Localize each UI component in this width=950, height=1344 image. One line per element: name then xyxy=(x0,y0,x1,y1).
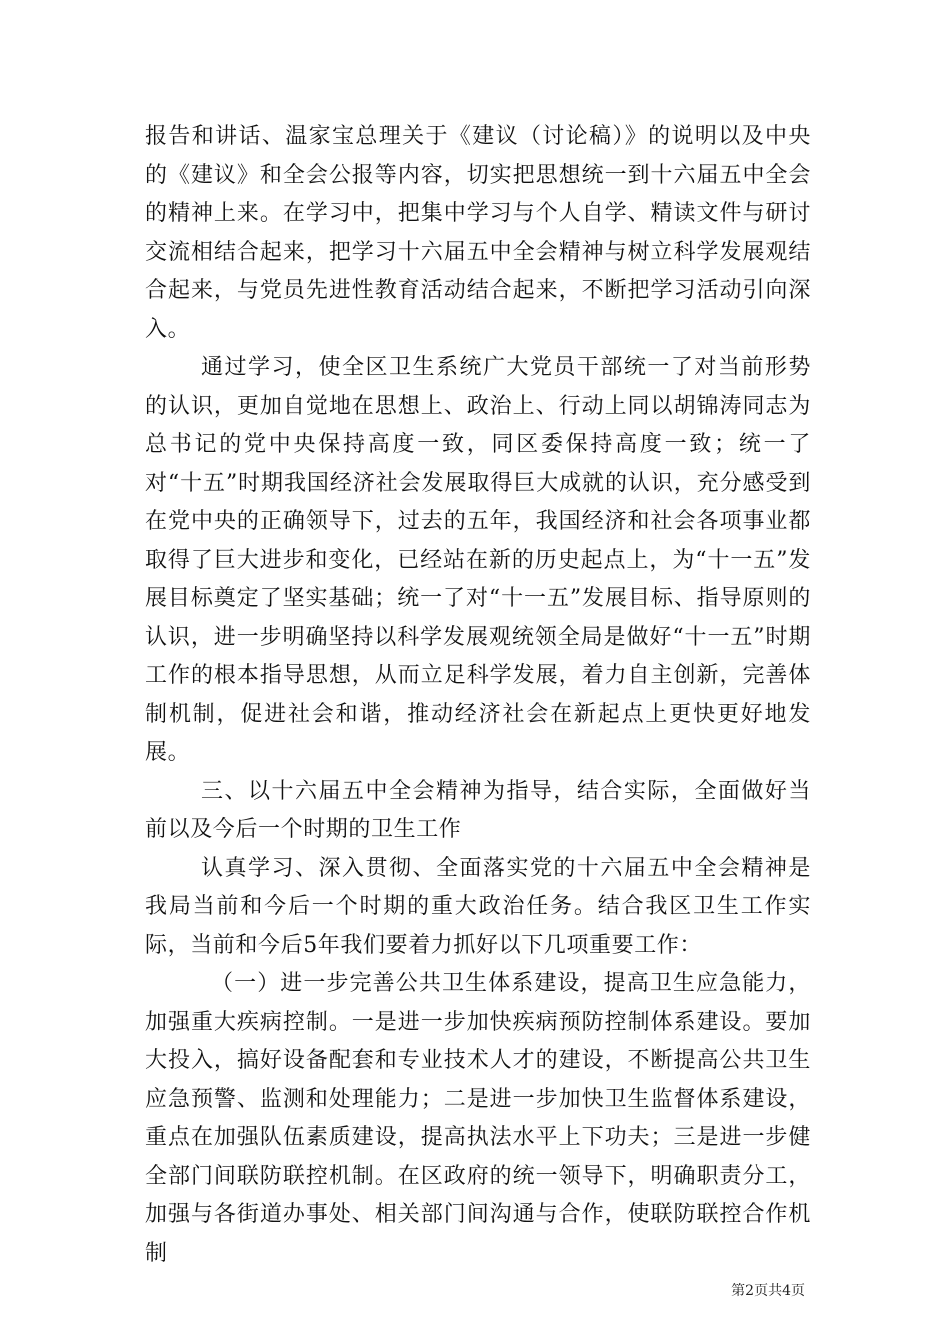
paragraph-continued: 报告和讲话、温家宝总理关于《建议（讨论稿）》的说明以及中央的《建议》和全会公报等内容，切实把思想统一到十六届五中全会的精神上来。在学习中，把集中学习与个人自学、精读文件与研讨交流相结合起来，把学习十六届五中全会精神与树立科学发展观结合起来，与党员先进性教育活动结合起来，不断把学习活动引向深入。 xyxy=(145,124,811,342)
paragraph-item-one: （一）进一步完善公共卫生体系建设，提高卫生应急能力，加强重大疾病控制。一是进一步加快疾病预防控制体系建设。要加大投入，搞好设备配套和专业技术人才的建设，不断提高公共卫生应急预警、监测和处理能力；二是进一步加快卫生监督体系建设，重点在加强队伍素质建设，提高执法水平上下功夫；三是进一步健全部门间联防联控机制。在区政府的统一领导下，明确职责分工，加强与各街道办事处、相关部门间沟通与合作，使联防联控合作机制 xyxy=(145,971,811,1266)
section-heading-three: 三、以十六届五中全会精神为指导，结合实际，全面做好当前以及今后一个时期的卫生工作 xyxy=(145,778,811,842)
paragraph-tasks-intro: 认真学习、深入贯彻、全面落实党的十六届五中全会精神是我局当前和今后一个时期的重大政治任务。结合我区卫生工作实际，当前和今后5年我们要着力抓好以下几项重要工作： xyxy=(145,855,811,958)
page-number-footer: 第2页共4页 xyxy=(731,1283,805,1299)
paragraph-study-results: 通过学习，使全区卫生系统广大党员干部统一了对当前形势的认识，更加自觉地在思想上、政治上、行动上同以胡锦涛同志为总书记的党中央保持高度一致，同区委保持高度一致；统一了对“十五”时期我国经济社会发展取得巨大成就的认识，充分感受到在党中央的正确领导下，过去的五年，我国经济和社会各项事业都取得了巨大进步和变化，已经站在新的历史起点上，为“十一五”发展目标奠定了坚实基础；统一了对“十一五”发展目标、指导原则的认识，进一步明确坚持以科学发展观统领全局是做好“十一五”时期工作的根本指导思想，从而立足科学发展，着力自主创新，完善体制机制，促进社会和谐，推动经济社会在新起点上更快更好地发展。 xyxy=(145,355,811,765)
document-body xyxy=(145,118,811,1273)
